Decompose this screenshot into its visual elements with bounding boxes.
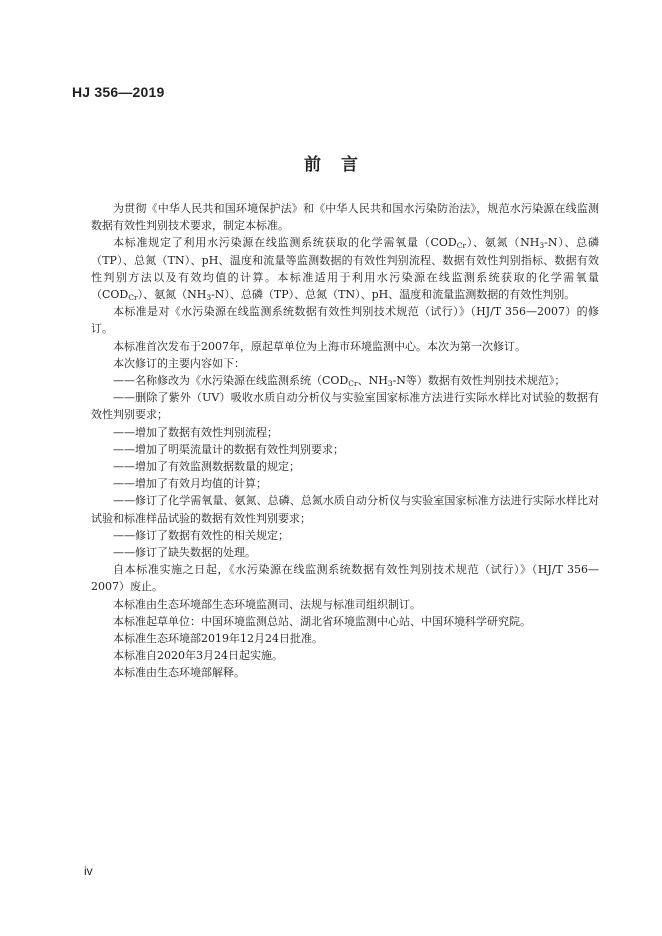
paragraph-history: 本标准首次发布于2007年，原起草单位为上海市环境监测中心。本次为第一次修订。 xyxy=(113,339,526,353)
paragraph-revision-of: 本标准是对《水污染源在线监测系统数据有效性判别技术规范（试行）》（HJ/T 356—2007）的修订。 xyxy=(91,305,599,336)
paragraph-abolish: 自本标准实施之日起，《水污染源在线监测系统数据有效性判别技术规范（试行）》（HJ/T 356—2007）废止。 xyxy=(91,563,599,594)
list-item: ——增加了有效监测数据数量的规定； xyxy=(113,460,300,474)
list-item: ——修订了数据有效性的相关规定； xyxy=(113,528,289,542)
list-item: ——增加了明渠流量计的数据有效性判别要求； xyxy=(113,442,344,456)
foreword-body xyxy=(91,200,599,682)
list-item: ——修订了缺失数据的处理。 xyxy=(113,546,256,560)
list-item: ——修订了化学需氧量、氨氮、总磷、总氮水质自动分析仪与实验室国家标准方法进行实际水样比对试验和标准样品试验的数据有效性判别要求； xyxy=(91,494,599,525)
list-item: ——名称修改为《水污染源在线监测系统（$COD_{Cr}$、$NH_3-N$等）数据有效性判别技术规范》； xyxy=(113,374,566,389)
list-item: ——增加了有效月均值的计算； xyxy=(113,477,267,491)
list-item: ——删除了紫外（UV）吸收水质自动分析仪与实验室国家标准方法进行实际水样比对试验的数据有效性判别要求； xyxy=(91,391,599,422)
paragraph-effective: 本标准自2020年3月24日起实施。 xyxy=(113,649,283,663)
paragraph-approval: 本标准生态环境部2019年12月24日批准。 xyxy=(113,632,323,646)
standard-code: HJ 356—2019 xyxy=(72,84,165,100)
paragraph-drafters: 本标准起草单位：中国环境监测总站、湖北省环境监测中心站、中国环境科学研究院。 xyxy=(113,614,531,628)
paragraph-interpretation: 本标准由生态环境部解释。 xyxy=(113,666,245,680)
paragraph-changes-intro: 本次修订的主要内容如下： xyxy=(113,356,245,370)
page-title: 前言 xyxy=(304,155,378,175)
paragraph-purpose: 为贯彻《中华人民共和国环境保护法》和《中华人民共和国水污染防治法》，规范水污染源在线监测数据有效性判别技术要求，制定本标准。 xyxy=(91,202,599,233)
paragraph-scope: 本标准规定了利用水污染源在线监测系统获取的化学需氧量$(COD_{Cr})$、氨氮$(NH_3-N)$、总磷（TP）、总氮（TN）、pH、温度和流量等监测数据的有效性判别流程、数据有效性判别指标、数据有效性判别方法以及有效均值的计算。本标准适用于利用水污染源在线监测系统获取的化学需氧量$(COD_{Cr})$、氨氮$(NH_3-N)$、总磷（TP）、总氮（TN）、pH、温度和流量监测数据的有效性判别。 xyxy=(91,236,600,303)
list-item: ——增加了数据有效性判别流程； xyxy=(113,425,278,439)
page-number: iv xyxy=(84,864,93,878)
paragraph-organizer: 本标准由生态环境部生态环境监测司、法规与标准司组织制订。 xyxy=(113,597,421,611)
